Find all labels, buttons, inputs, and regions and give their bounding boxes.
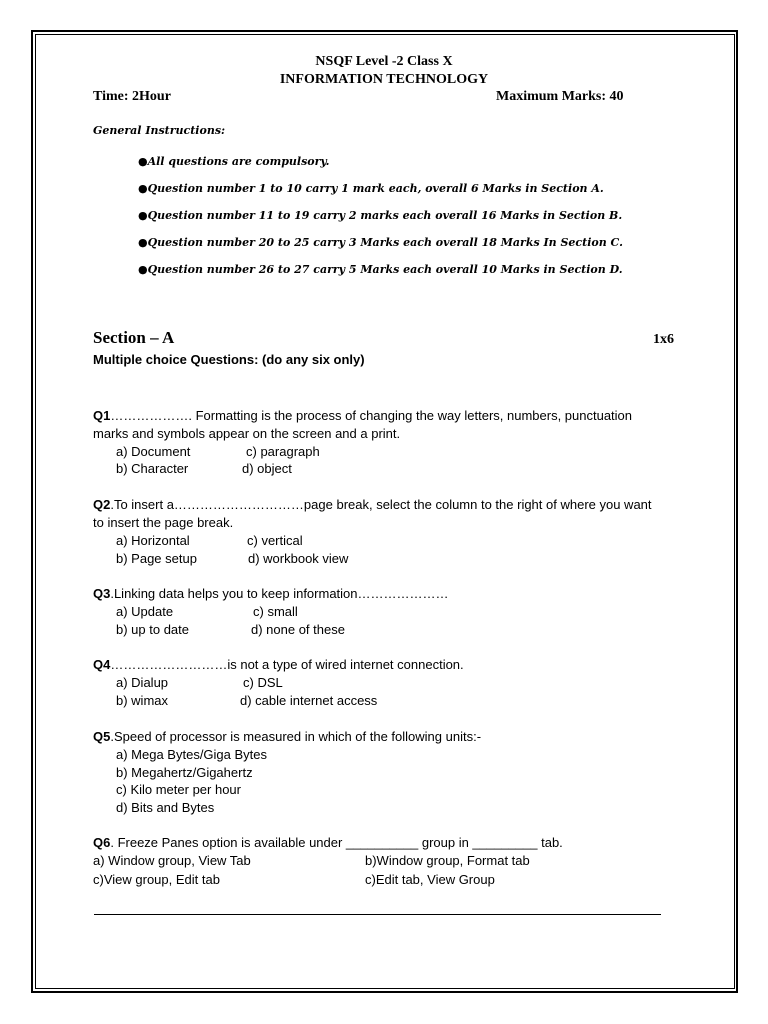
question-6: Q6. Freeze Panes option is available under __________ group in _________ tab. xyxy=(93,835,563,850)
bottom-rule xyxy=(94,914,661,915)
option-b: b) Megahertz/Gigahertz xyxy=(116,765,253,780)
section-subtitle: Multiple choice Questions: (do any six only) xyxy=(93,352,365,367)
question-5: Q5.Speed of processor is measured in which of the following units:- xyxy=(93,729,482,744)
question-4: Q4………………………is not a type of wired internet connection. xyxy=(93,657,464,672)
question-1-cont: marks and symbols appear on the screen and a print. xyxy=(93,426,401,441)
question-2: Q2.To insert a…………………………page break, select the column to the right of where you want xyxy=(93,497,652,512)
question-3: Q3.Linking data helps you to keep information………………… xyxy=(93,586,449,601)
option-a: a) Dialup xyxy=(116,675,169,690)
option-c: c)View group, Edit tab xyxy=(93,872,220,887)
question-2-cont: to insert the page break. xyxy=(93,515,234,530)
option-a: a) Document xyxy=(116,444,191,459)
instruction-item: ●Question number 11 to 19 carry 2 marks each overall 16 Marks in Section B. xyxy=(138,209,623,222)
option-d: d) object xyxy=(242,461,292,476)
section-title: Section – A xyxy=(93,328,175,347)
option-d: c)Edit tab, View Group xyxy=(365,872,495,887)
exam-level: NSQF Level -2 Class X xyxy=(315,54,453,69)
option-c: c) DSL xyxy=(243,675,283,690)
instruction-item: ●Question number 20 to 25 carry 3 Marks each overall 18 Marks In Section C. xyxy=(138,236,623,249)
instruction-item: ●All questions are compulsory. xyxy=(138,155,330,168)
exam-max-marks: Maximum Marks: 40 xyxy=(496,89,624,104)
option-b: b) Character xyxy=(116,461,189,476)
instructions-title: General Instructions: xyxy=(93,124,226,137)
option-c: c) small xyxy=(253,604,298,619)
option-b: b)Window group, Format tab xyxy=(365,853,530,868)
option-b: b) up to date xyxy=(116,622,189,637)
question-1: Q1………………. Formatting is the process of changing the way letters, numbers, punctuation xyxy=(93,408,633,423)
option-a: a) Mega Bytes/Giga Bytes xyxy=(116,747,268,762)
exam-time: Time: 2Hour xyxy=(93,89,171,104)
instruction-item: ●Question number 1 to 10 carry 1 mark each, overall 6 Marks in Section A. xyxy=(138,182,604,195)
option-c: c) paragraph xyxy=(246,444,320,459)
option-d: d) cable internet access xyxy=(240,693,378,708)
section-marks: 1x6 xyxy=(653,332,674,347)
option-d: d) workbook view xyxy=(248,551,349,566)
option-b: b) Page setup xyxy=(116,551,197,566)
option-a: a) Update xyxy=(116,604,174,619)
option-a: a) Horizontal xyxy=(116,533,190,548)
exam-subject: INFORMATION TECHNOLOGY xyxy=(279,72,489,87)
option-c: c) Kilo meter per hour xyxy=(116,782,241,797)
option-d: d) none of these xyxy=(251,622,345,637)
option-d: d) Bits and Bytes xyxy=(116,800,215,815)
option-b: b) wimax xyxy=(116,693,169,708)
option-c: c) vertical xyxy=(247,533,303,548)
option-a: a) Window group, View Tab xyxy=(93,853,251,868)
instruction-item: ●Question number 26 to 27 carry 5 Marks each overall 10 Marks in Section D. xyxy=(138,263,623,276)
